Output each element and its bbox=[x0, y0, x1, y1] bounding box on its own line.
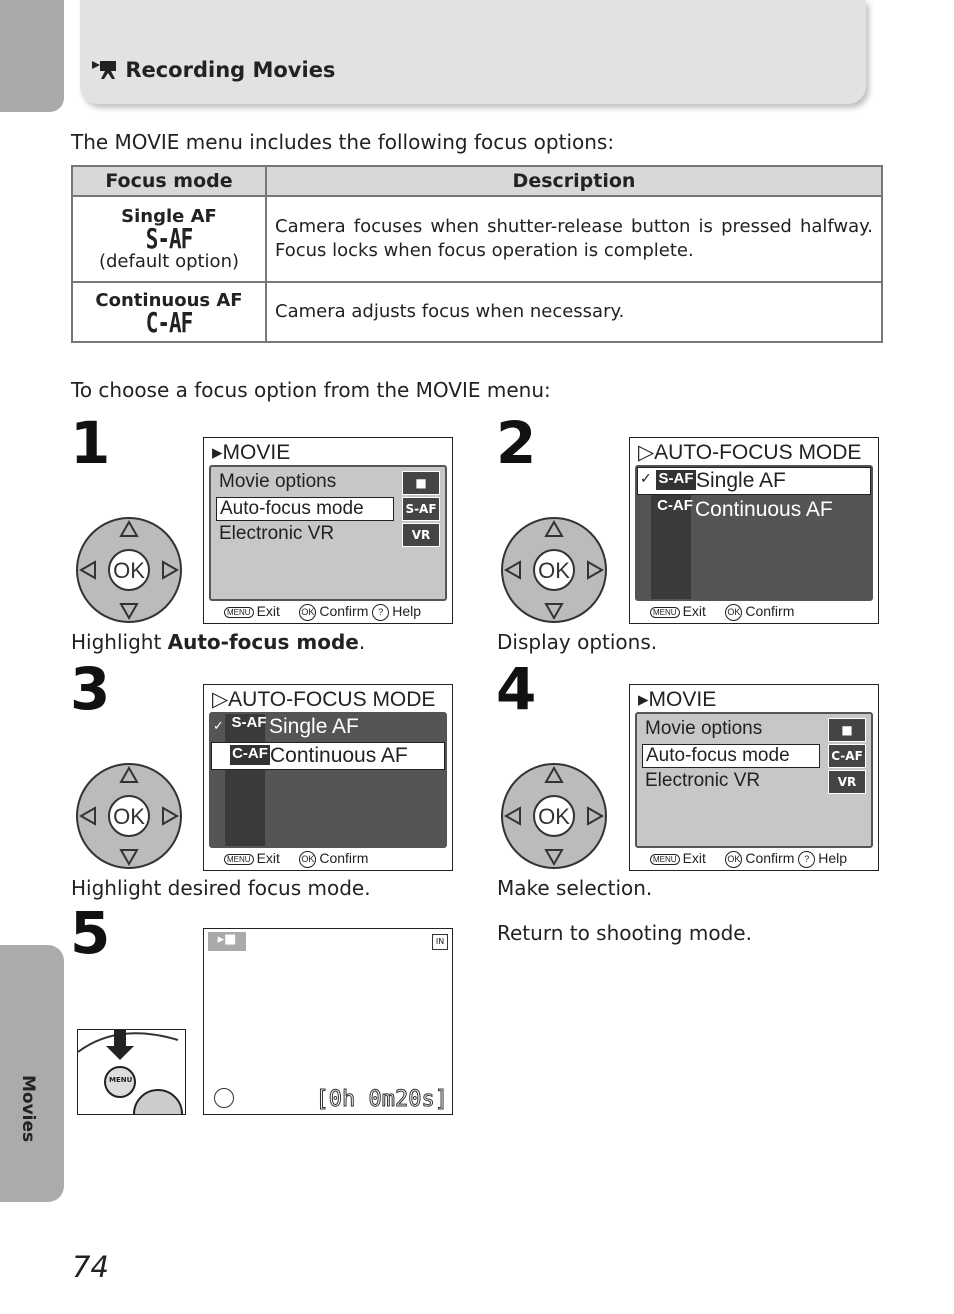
step-caption: Return to shooting mode. bbox=[497, 921, 752, 945]
vr-off-icon: VR bbox=[402, 523, 440, 547]
vr-icon bbox=[214, 1088, 234, 1108]
menu-button-icon: MENU bbox=[650, 854, 680, 865]
help-icon: ? bbox=[798, 851, 815, 868]
vr-off-icon: VR bbox=[828, 770, 866, 794]
mode-name: Continuous AF bbox=[95, 289, 243, 311]
movie-mode-icon: ▸■ bbox=[208, 932, 246, 951]
mode-note: (default option) bbox=[98, 251, 240, 272]
svg-text:OK: OK bbox=[538, 558, 570, 583]
table-cell-description: Camera focuses when shutter-release button is pressed halfway. Focus locks when focus operation is complete. bbox=[266, 196, 882, 282]
screen-title: ▸MOVIE bbox=[638, 688, 717, 711]
help-icon: ? bbox=[372, 604, 389, 621]
screen-footer: MENU Exit OK Confirm ? Help bbox=[224, 603, 421, 621]
menu-item-movie-options[interactable]: Movie options bbox=[645, 718, 763, 739]
single-af-icon: S-AF bbox=[231, 714, 267, 731]
table-cell-description: Camera adjusts focus when necessary. bbox=[266, 282, 882, 342]
menu-button-icon: MENU bbox=[224, 854, 254, 865]
step-caption: Highlight desired focus mode. bbox=[71, 876, 371, 900]
step-number: 5 bbox=[70, 899, 111, 967]
step-number: 4 bbox=[496, 655, 537, 723]
table-cell-mode bbox=[72, 282, 266, 342]
menu-item-auto-focus-mode[interactable]: Auto-focus mode bbox=[642, 744, 820, 768]
single-af-icon: S-AF bbox=[402, 497, 440, 521]
movie-options-icon: ■ bbox=[828, 718, 866, 742]
multi-selector-dpad-icon bbox=[75, 762, 183, 870]
screen-footer: MENU Exit OK Confirm bbox=[224, 850, 368, 868]
menu-button-icon: MENU bbox=[650, 607, 680, 618]
section-title bbox=[92, 58, 335, 82]
screen-title: ▷AUTO-FOCUS MODE bbox=[212, 688, 436, 711]
checkmark-icon: ✓ bbox=[213, 718, 224, 733]
menu-item-movie-options[interactable]: Movie options bbox=[219, 471, 337, 492]
intro-text: The MOVIE menu includes the following focus options: bbox=[71, 130, 615, 154]
chapter-tab bbox=[0, 945, 64, 1202]
multi-selector-dpad-icon bbox=[75, 516, 183, 624]
option-continuous-af[interactable]: C-AF Continuous AF bbox=[211, 742, 445, 770]
step-number: 1 bbox=[70, 409, 111, 477]
ok-button-icon: OK bbox=[299, 851, 316, 868]
page-number: 74 bbox=[72, 1250, 109, 1284]
top-side-tab bbox=[0, 0, 64, 112]
step-caption: Display options. bbox=[497, 630, 658, 654]
camera-screen-movie-menu bbox=[203, 437, 453, 624]
continuous-af-glyph: C-AF bbox=[145, 306, 193, 339]
menu-button-label: MENU bbox=[109, 1076, 133, 1084]
table-row bbox=[72, 282, 882, 342]
section-title-text: Recording Movies bbox=[125, 58, 336, 82]
multi-selector-dpad-icon bbox=[500, 762, 608, 870]
menu-panel bbox=[635, 465, 873, 601]
menu-panel bbox=[209, 465, 447, 601]
ok-button-icon: OK bbox=[725, 851, 742, 868]
screen-title: ▷AUTO-FOCUS MODE bbox=[638, 441, 862, 464]
movie-options-icon: ■ bbox=[402, 471, 440, 495]
focus-options-table bbox=[71, 165, 883, 343]
menu-item-electronic-vr[interactable]: Electronic VR bbox=[219, 523, 335, 544]
continuous-af-icon: C-AF bbox=[828, 744, 866, 768]
menu-item-electronic-vr[interactable]: Electronic VR bbox=[645, 770, 761, 791]
screen-footer: MENU Exit OK Confirm ? Help bbox=[650, 850, 847, 868]
table-header-description: Description bbox=[266, 166, 882, 196]
menu-button-icon: MENU bbox=[224, 607, 254, 618]
ok-button-icon: OK bbox=[299, 604, 316, 621]
chapter-tab-label: Movies bbox=[18, 1075, 38, 1143]
svg-text:OK: OK bbox=[113, 558, 145, 583]
step-number: 2 bbox=[496, 409, 537, 477]
checkmark-icon: ✓ bbox=[640, 470, 652, 486]
camera-dial-illustration bbox=[77, 1029, 186, 1115]
camera-screen-auto-focus-mode bbox=[203, 684, 453, 871]
mode-dial-icon bbox=[78, 1030, 185, 1114]
header-band bbox=[80, 0, 866, 104]
menu-item-auto-focus-mode[interactable]: Auto-focus mode bbox=[216, 497, 394, 521]
table-header-row bbox=[72, 166, 882, 196]
option-continuous-af[interactable]: C-AF Continuous AF bbox=[637, 497, 871, 525]
step-number: 3 bbox=[70, 655, 111, 723]
single-af-glyph: S-AF bbox=[145, 223, 193, 255]
screen-title: ▸MOVIE bbox=[212, 441, 291, 464]
camera-screen-shooting-mode bbox=[203, 928, 453, 1115]
single-af-icon: S-AF bbox=[656, 470, 696, 490]
table-cell-mode bbox=[72, 196, 266, 282]
svg-text:OK: OK bbox=[113, 804, 145, 829]
memory-card-icon: IN bbox=[432, 934, 448, 950]
svg-text:OK: OK bbox=[538, 804, 570, 829]
step-caption: Highlight Auto-focus mode. bbox=[71, 630, 366, 654]
ok-button-icon: OK bbox=[725, 604, 742, 621]
continuous-af-icon: C-AF bbox=[230, 745, 270, 765]
camera-screen-movie-menu bbox=[629, 684, 879, 871]
remaining-time: [0h 0m20s] bbox=[315, 1087, 448, 1112]
choose-text: To choose a focus option from the MOVIE menu: bbox=[71, 378, 551, 402]
movie-camera-icon bbox=[92, 59, 118, 79]
mode-name: Single AF bbox=[121, 206, 217, 227]
step-caption: Make selection. bbox=[497, 876, 653, 900]
table-header-mode: Focus mode bbox=[72, 166, 266, 196]
option-single-af[interactable]: ✓ S-AF Single AF bbox=[213, 714, 359, 738]
table-row bbox=[72, 196, 882, 282]
option-single-af[interactable]: ✓ S-AF Single AF bbox=[637, 467, 871, 495]
menu-panel bbox=[209, 712, 447, 848]
camera-screen-auto-focus-mode bbox=[629, 437, 879, 624]
continuous-af-icon: C-AF bbox=[657, 497, 693, 514]
menu-panel bbox=[635, 712, 873, 848]
screen-footer: MENU Exit OK Confirm bbox=[650, 603, 794, 621]
multi-selector-dpad-icon bbox=[500, 516, 608, 624]
